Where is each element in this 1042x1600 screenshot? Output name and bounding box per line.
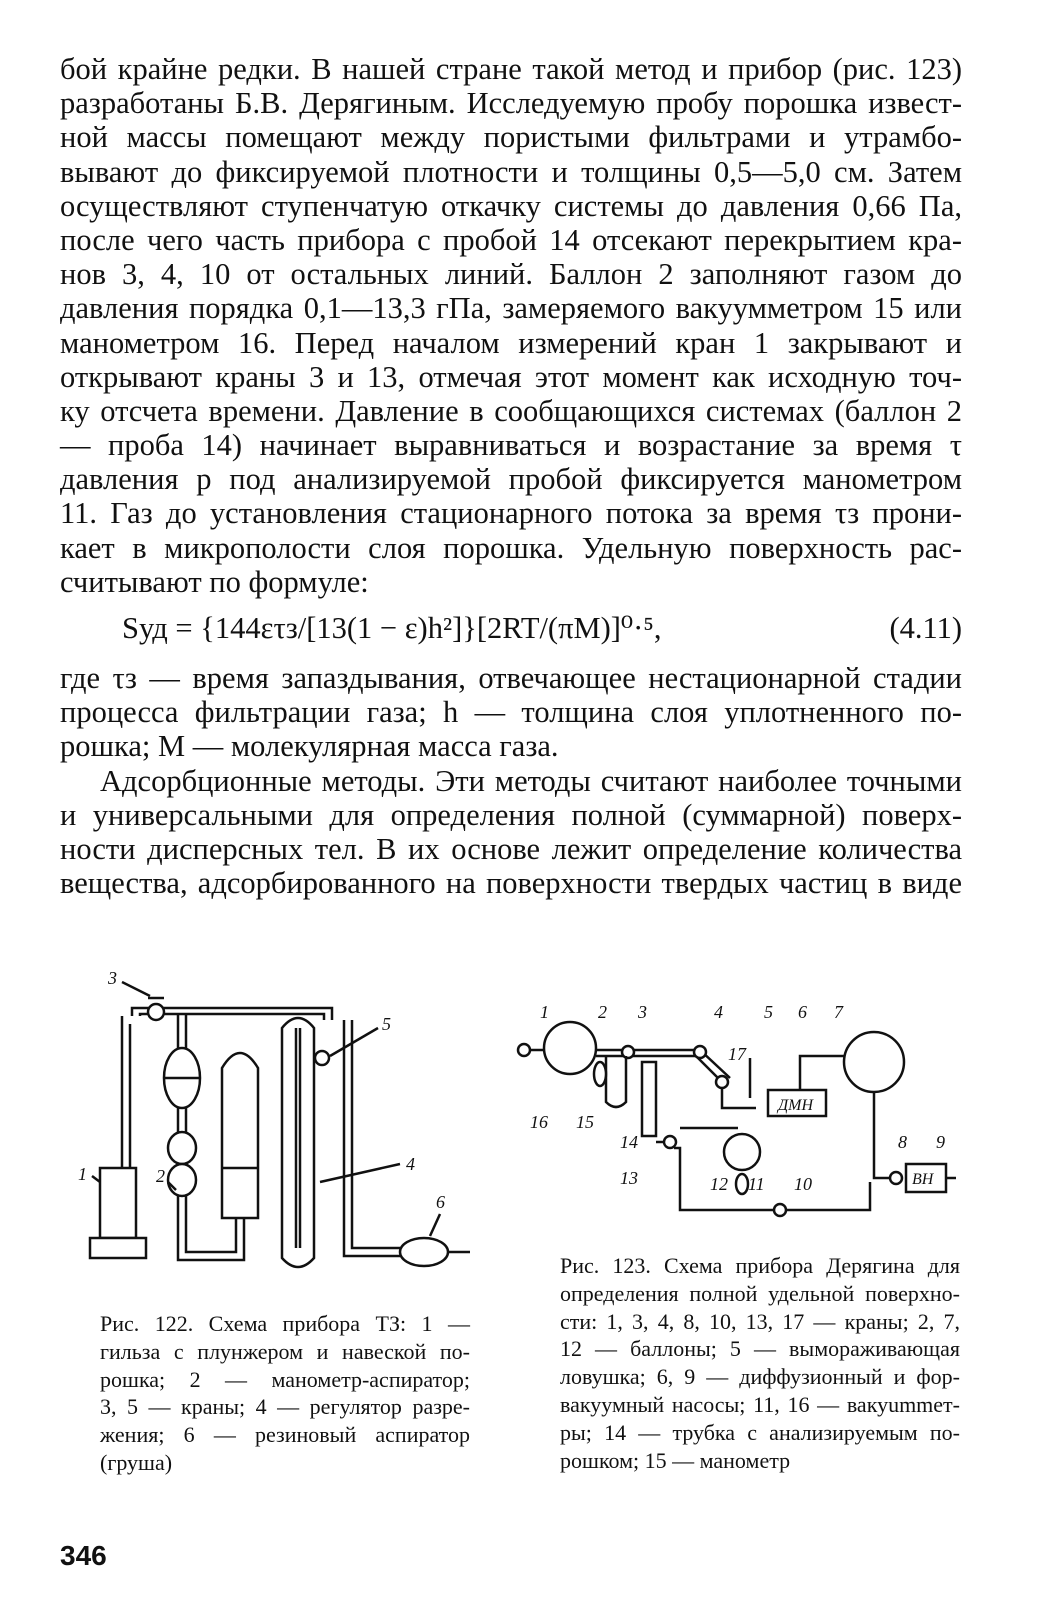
caption-line: рошка; 2 — манометр-аспиратор; xyxy=(100,1366,470,1392)
text-line: после чего часть прибора с пробой 14 отсекают перекрытием кра- xyxy=(60,222,962,257)
text-line: ку отсчета времени. Давление в сообщающихся системах (баллон 2 xyxy=(60,393,962,428)
formula-4-11 xyxy=(60,599,962,661)
fig123-label-8: 8 xyxy=(898,1132,907,1152)
text-line: считывают по формуле: xyxy=(60,564,369,599)
caption-line: 3, 5 — краны; 4 — регулятор разре- xyxy=(100,1394,470,1420)
figures xyxy=(60,968,962,1528)
fig122-label-1: 1 xyxy=(78,1164,87,1184)
caption-line: жения; 6 — резиновый аспиратор xyxy=(100,1422,470,1448)
fig122-label-5: 5 xyxy=(382,1014,391,1034)
text-line: где τз — время запаздывания, отвечающее нестационарной стадии xyxy=(60,661,962,695)
caption-line: (груша) xyxy=(100,1449,173,1475)
text-line: кает в микрополости слоя порошка. Удельную поверхность рас- xyxy=(60,530,962,565)
figure-123 xyxy=(510,998,962,1474)
formula-explanation xyxy=(60,661,962,764)
caption-line: Рис. 123. Схема прибора Дерягина для xyxy=(560,1253,960,1278)
fig123-label-2: 2 xyxy=(598,1002,607,1022)
fig123-label-7: 7 xyxy=(834,1002,843,1022)
fig123-label-4: 4 xyxy=(714,1002,723,1022)
formula-text: Sуд = {144ετз/[13(1 − ε)h²]}[2RT/(πM)]⁰·⁵, xyxy=(122,611,662,645)
text-line: вывают до фиксируемой плотности и толщины 0,5—5,0 см. Затем xyxy=(60,154,962,189)
figure-122-schematic xyxy=(60,968,470,1288)
text-line: давления порядка 0,1—13,3 гПа, замеряемого вакуумметром 15 или xyxy=(60,291,962,326)
fig123-label-14: 14 xyxy=(620,1132,638,1152)
text-line: вещества, адсорбированного на поверхности твердых частиц в виде xyxy=(60,866,962,901)
figure-122-caption xyxy=(60,1310,470,1477)
fig123-box-vn: ВН xyxy=(912,1171,934,1188)
text-line: осуществляют ступенчатую откачку системы до давления 0,66 Па, xyxy=(60,188,962,223)
figure-123-caption xyxy=(510,1252,960,1474)
text-line: разработаны Б.В. Дерягиным. Исследуемую пробу порошка извест- xyxy=(60,86,962,121)
fig123-label-6: 6 xyxy=(798,1002,807,1022)
fig123-label-13: 13 xyxy=(620,1168,638,1188)
text-line: ности дисперсных тел. В их основе лежит определение количества xyxy=(60,831,962,866)
text-line: открывают краны 3 и 13, отмечая этот момент как исходную точ- xyxy=(60,359,962,394)
fig122-label-6: 6 xyxy=(436,1192,445,1212)
caption-line: определения полной удельной поверхно- xyxy=(560,1280,960,1306)
caption-line: сти: 1, 3, 4, 8, 10, 13, 17 — краны; 2, 7, xyxy=(560,1308,960,1334)
fig123-box-dmn: ДМН xyxy=(778,1097,814,1114)
text-line: рошка; M — молекулярная масса газа. xyxy=(60,729,559,764)
page-number: 346 xyxy=(60,1540,107,1571)
paragraph-2 xyxy=(60,764,962,901)
fig123-label-10: 10 xyxy=(794,1174,812,1194)
text-line: процесса фильтрации газа; h — толщина слоя уплотненного по- xyxy=(60,695,962,730)
caption-line: рошком; 15 — манометр xyxy=(560,1447,791,1473)
fig123-label-11: 11 xyxy=(748,1174,765,1194)
fig123-label-12: 12 xyxy=(710,1174,728,1194)
formula-number: (4.11) xyxy=(889,611,962,645)
text-line: давления p под анализируемой пробой фиксируется манометром xyxy=(60,462,962,497)
caption-line: 12 — баллоны; 5 — вымораживающая xyxy=(560,1336,960,1362)
text-line: ной массы помещают между пористыми фильтрами и утрамбо- xyxy=(60,120,962,155)
figure-122 xyxy=(60,968,470,1477)
fig123-label-16: 16 xyxy=(530,1112,548,1132)
caption-line: гильза с плунжером и навеской по- xyxy=(100,1338,470,1364)
fig123-label-9: 9 xyxy=(936,1132,945,1152)
text-line: манометром 16. Перед началом измерений кран 1 закрывают и xyxy=(60,325,962,360)
paragraph-1 xyxy=(60,52,962,599)
fig122-label-3: 3 xyxy=(108,968,117,988)
figure-123-schematic xyxy=(510,998,962,1238)
text-line: 11. Газ до установления стационарного потока за время τз прони- xyxy=(60,496,962,531)
page-body xyxy=(60,52,962,900)
fig123-label-5: 5 xyxy=(764,1002,773,1022)
text-line: Адсорбционные методы. Эти методы считают наиболее точными xyxy=(100,763,962,798)
caption-line: Рис. 122. Схема прибора ТЗ: 1 — xyxy=(100,1311,470,1336)
caption-line: ловушка; 6, 9 — диффузионный и фор- xyxy=(560,1364,960,1390)
text-line: нов 3, 4, 10 от остальных линий. Баллон 2 заполняют газом до xyxy=(60,257,962,292)
text-line: и универсальными для определения полной (суммарной) поверх- xyxy=(60,797,962,832)
text-line: бой крайне редки. В нашей стране такой метод и прибор (рис. 123) xyxy=(60,52,962,86)
text-line: — проба 14) начинает выравниваться и возрастание за время τ xyxy=(60,428,962,463)
fig123-label-3: 3 xyxy=(638,1002,647,1022)
fig122-label-4: 4 xyxy=(406,1154,415,1174)
caption-line: вакуумный насосы; 11, 16 — вакуummет- xyxy=(560,1391,960,1417)
fig123-label-1: 1 xyxy=(540,1002,549,1022)
fig123-label-15: 15 xyxy=(576,1112,594,1132)
caption-line: ры; 14 — трубка с анализируемым по- xyxy=(560,1419,960,1445)
fig123-label-17: 17 xyxy=(728,1044,746,1064)
fig122-label-2: 2 xyxy=(156,1166,165,1186)
